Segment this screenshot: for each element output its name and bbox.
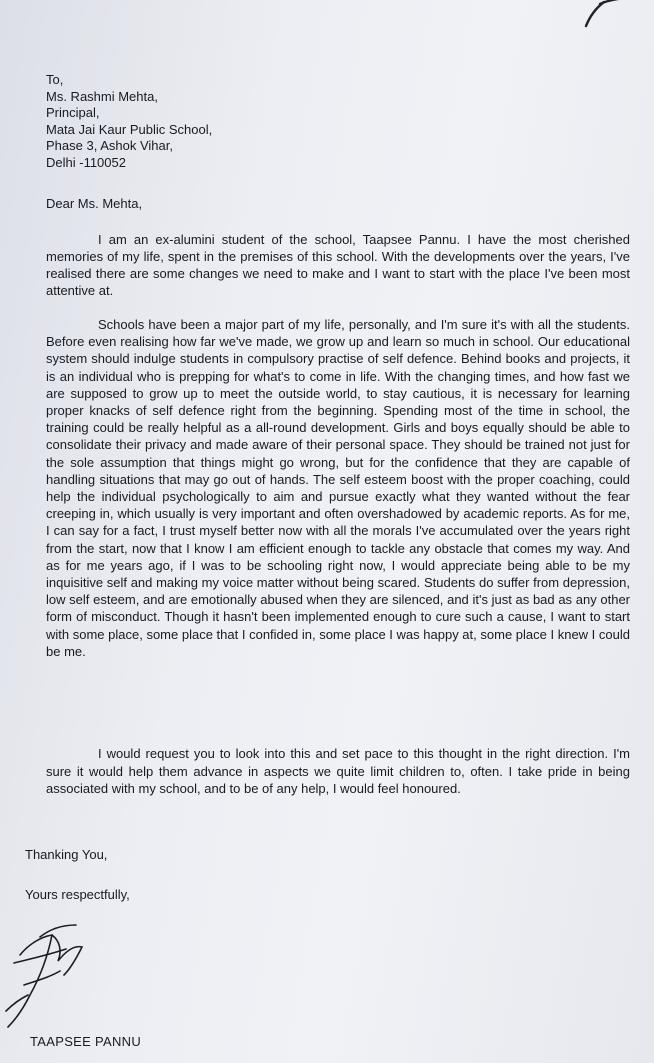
address-line: To, [46, 72, 64, 87]
body-paragraph-1: I am an ex-alumini student of the school, Taapsee Pannu. I have the most cherished memories of my life, spent in the premises of this school. With the developments over the years, I've realised there are some changes we need to make and I want to start with the place I've been most attentive at. [46, 232, 630, 298]
body-paragraph-3: I would request you to look into this and set pace to this thought in the right direction. I'm sure it would help them advance in aspects we quite limit children to, often. I take pride in being associated with my school, and to be of any help, I would feel honoured. [46, 746, 630, 796]
address-line: Delhi -110052 [46, 154, 126, 170]
closing-thanks: Thanking You, [25, 847, 108, 862]
address-line: Phase 3, Ashok Vihar, [46, 138, 173, 153]
sender-name: TAAPSEE PANNU [30, 1034, 142, 1049]
pen-mark-icon [580, 0, 620, 30]
handwritten-signature [0, 915, 120, 1035]
address-line: Ms. Rashmi Mehta, [46, 88, 158, 104]
recipient-address [46, 72, 212, 171]
body-paragraph-2: Schools have been a major part of my life, personally, and I'm sure it's with all the students. Before even realising how far we've made, we grow up and learn so much in school. Our educational system should indulge students in compulsory practise of self defence. Behind books and projects, it is an individual who is prepping for what's to come in life. With the changing times, and how fast we are supposed to grow up to meet the outside world, to stay cautious, it is necessary for learning proper knacks of self defence right from the beginning. Spending most of the time in school, the training could be really helpful as a all-round development. Girls and boys equally should be able to consolidate their privacy and made aware of their personal space. They should be trained not just for the sole assumption that things might go wrong, but for the confidence that they are capable of handling situations that may go out of hands. The self esteem boost with the proper coaching, could help the individual psychologically to aim and pursue exactly what they wanted without the fear creeping in, which usually is very important and often overshadowed by academic reports. As for me, I can say for a fact, I trust myself better now with all the morals I've accumulated over the years right from the start, now that I know I am efficient enough to tackle any obstacle that comes my way. And as for me years ago, if I was to be schooling right now, I would appreciate being able to be my inquisitive self and making my voice matter without being scared. Students do suffer from depression, low self esteem, and are emotionally abused when they are silenced, and it's just as bad as any other form of misconduct. Though it hasn't been implemented enough to cure such a cause, I want to start with some place, some place that I confided in, some place I was happy at, some place I knew I could be me. [46, 317, 630, 659]
address-line: Principal, [46, 105, 100, 120]
closing-yours: Yours respectfully, [25, 887, 130, 902]
address-line: Mata Jai Kaur Public School, [46, 121, 213, 137]
salutation: Dear Ms. Mehta, [46, 196, 143, 211]
